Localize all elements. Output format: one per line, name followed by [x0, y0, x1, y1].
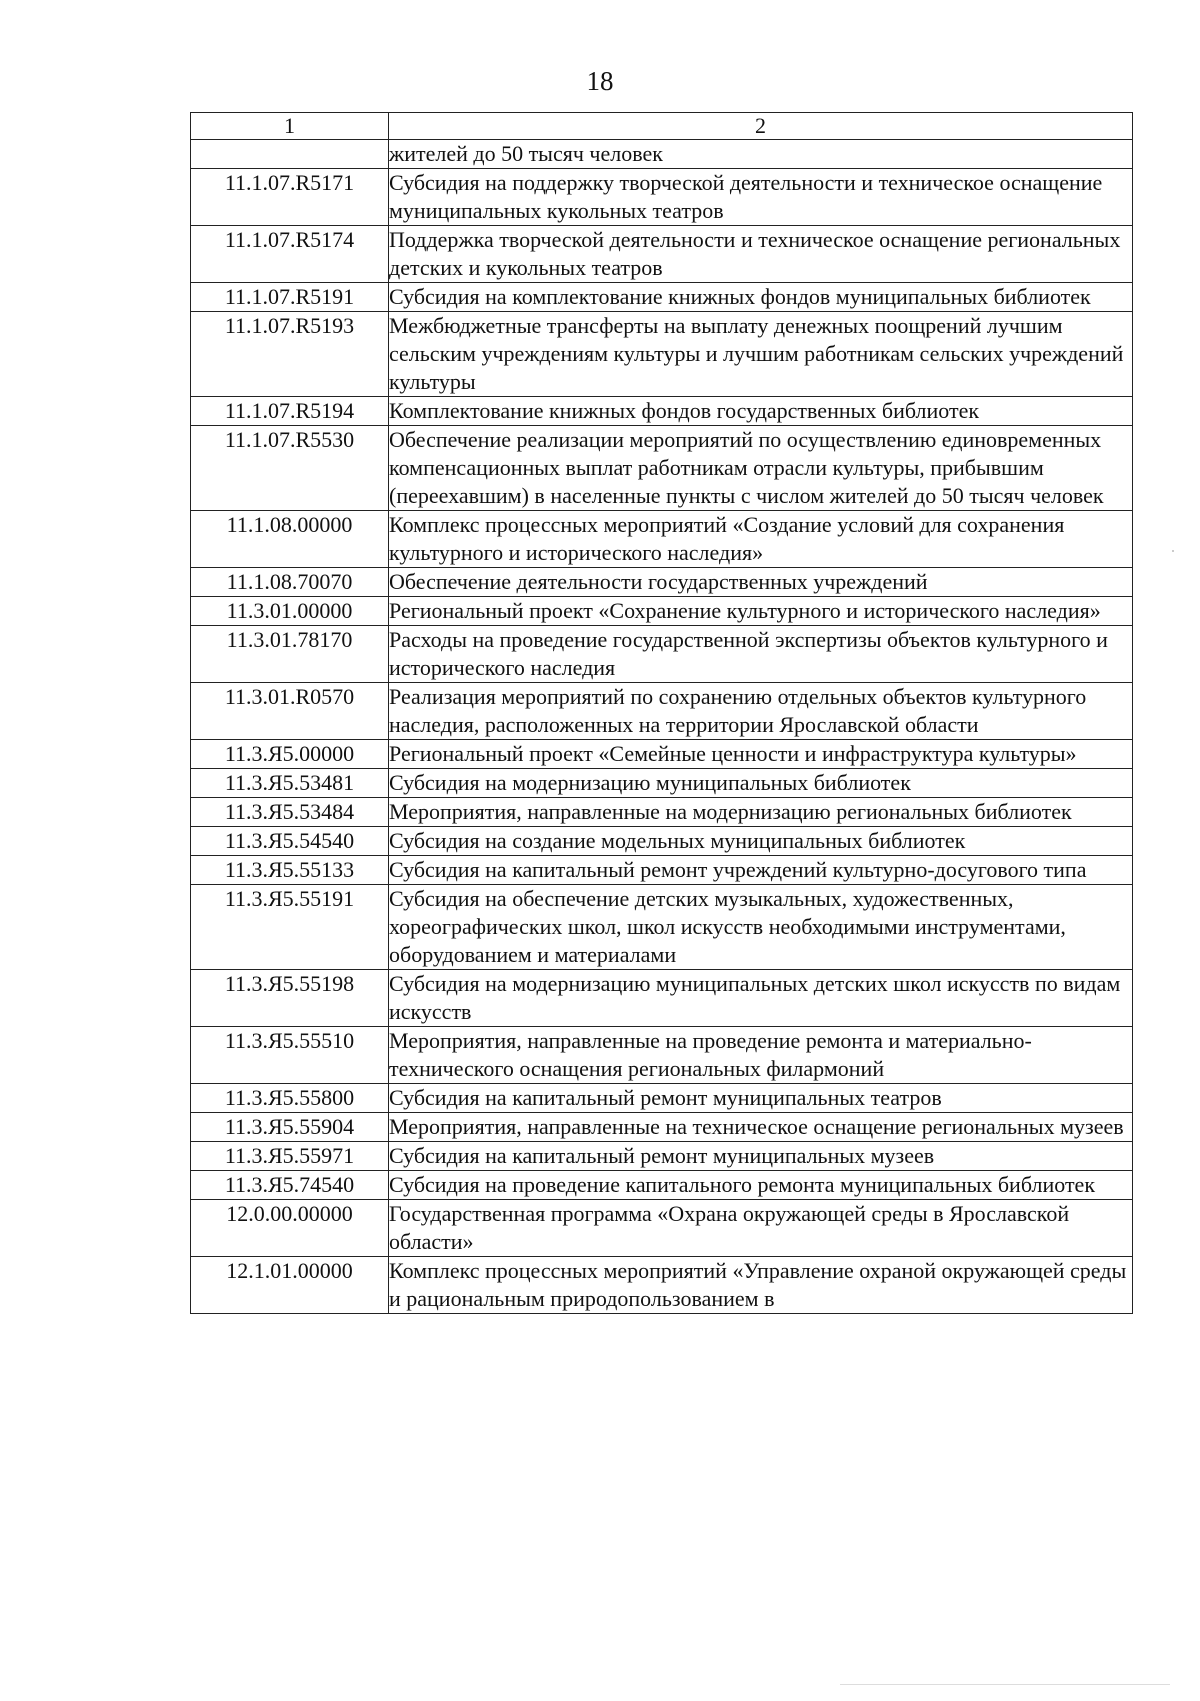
row-code: 11.3.Я5.55133: [191, 856, 389, 885]
table-body: [191, 140, 1133, 1314]
table-row: [191, 683, 1133, 740]
table-row: [191, 511, 1133, 568]
row-code: 11.1.08.70070: [191, 568, 389, 597]
table-row: [191, 798, 1133, 827]
row-code: 11.3.Я5.55800: [191, 1084, 389, 1113]
row-code: 11.3.01.R0570: [191, 683, 389, 740]
row-description: Субсидия на проведение капитального ремонта муниципальных библиотек: [389, 1171, 1133, 1200]
row-description: Субсидия на капитальный ремонт учреждений культурно-досугового типа: [389, 856, 1133, 885]
column-header-description: 2: [389, 113, 1133, 140]
row-description: Субсидия на поддержку творческой деятельности и техническое оснащение муниципальных кукольных театров: [389, 169, 1133, 226]
row-description: Субсидия на обеспечение детских музыкальных, художественных, хореографических школ, школ искусств необходимыми инструментами, оборудованием и материалами: [389, 885, 1133, 970]
row-description: Субсидия на модернизацию муниципальных библиотек: [389, 769, 1133, 798]
row-code: 11.3.Я5.55510: [191, 1027, 389, 1084]
row-description: Субсидия на модернизацию муниципальных детских школ искусств по видам искусств: [389, 970, 1133, 1027]
row-code: 12.0.00.00000: [191, 1200, 389, 1257]
table-row: [191, 597, 1133, 626]
row-code: 11.3.Я5.55971: [191, 1142, 389, 1171]
row-description: жителей до 50 тысяч человек: [389, 140, 1133, 169]
row-code: 11.3.01.78170: [191, 626, 389, 683]
row-code: 11.3.Я5.55904: [191, 1113, 389, 1142]
row-code: 11.3.Я5.74540: [191, 1171, 389, 1200]
row-code: 11.3.Я5.53481: [191, 769, 389, 798]
table-row: [191, 740, 1133, 769]
table-row: [191, 1200, 1133, 1257]
table-header-row: [191, 113, 1133, 140]
table-row: [191, 1142, 1133, 1171]
row-code: 11.1.07.R5174: [191, 226, 389, 283]
row-code: 11.3.Я5.55198: [191, 970, 389, 1027]
table-row: [191, 169, 1133, 226]
row-description: Комплекс процессных мероприятий «Управление охраной окружающей среды и рациональным природопользованием в: [389, 1257, 1133, 1314]
budget-classification-table: [190, 112, 1133, 1314]
table-row: [191, 568, 1133, 597]
table-row: [191, 769, 1133, 798]
row-code: 11.1.07.R5530: [191, 426, 389, 511]
table-row: [191, 312, 1133, 397]
table-row: [191, 626, 1133, 683]
row-description: Субсидия на комплектование книжных фондов муниципальных библиотек: [389, 283, 1133, 312]
row-code: 11.3.Я5.55191: [191, 885, 389, 970]
table-row: [191, 1084, 1133, 1113]
row-description: Субсидия на капитальный ремонт муниципальных театров: [389, 1084, 1133, 1113]
table-row: [191, 226, 1133, 283]
row-description: Обеспечение реализации мероприятий по осуществлению единовременных компенсационных выплат работникам отрасли культуры, прибывшим (переехавшим) в населенные пункты с числом жителей до 50 тысяч человек: [389, 426, 1133, 511]
row-code: [191, 140, 389, 169]
row-description: Межбюджетные трансферты на выплату денежных поощрений лучшим сельским учреждениям культуры и лучшим работникам сельских учреждений культуры: [389, 312, 1133, 397]
table-row: [191, 140, 1133, 169]
row-code: 11.1.07.R5194: [191, 397, 389, 426]
row-code: 11.1.07.R5193: [191, 312, 389, 397]
table-row: [191, 1257, 1133, 1314]
row-description: Региональный проект «Сохранение культурного и исторического наследия»: [389, 597, 1133, 626]
table-row: [191, 856, 1133, 885]
row-description: Поддержка творческой деятельности и техническое оснащение региональных детских и кукольных театров: [389, 226, 1133, 283]
row-code: 11.1.07.R5191: [191, 283, 389, 312]
scan-speck: [1172, 550, 1174, 552]
row-description: Комплекс процессных мероприятий «Создание условий для сохранения культурного и исторического наследия»: [389, 511, 1133, 568]
table-row: [191, 885, 1133, 970]
table-row: [191, 1027, 1133, 1084]
table-row: [191, 397, 1133, 426]
table-row: [191, 827, 1133, 856]
row-description: Региональный проект «Семейные ценности и инфраструктура культуры»: [389, 740, 1133, 769]
row-description: Мероприятия, направленные на модернизацию региональных библиотек: [389, 798, 1133, 827]
row-code: 11.3.Я5.00000: [191, 740, 389, 769]
row-code: 11.3.Я5.53484: [191, 798, 389, 827]
row-description: Комплектование книжных фондов государственных библиотек: [389, 397, 1133, 426]
table-row: [191, 1171, 1133, 1200]
table-row: [191, 970, 1133, 1027]
row-code: 11.1.07.R5171: [191, 169, 389, 226]
row-code: 11.1.08.00000: [191, 511, 389, 568]
row-code: 11.3.Я5.54540: [191, 827, 389, 856]
row-code: 12.1.01.00000: [191, 1257, 389, 1314]
column-header-code: 1: [191, 113, 389, 140]
row-description: Государственная программа «Охрана окружающей среды в Ярославской области»: [389, 1200, 1133, 1257]
row-description: Субсидия на создание модельных муниципальных библиотек: [389, 827, 1133, 856]
scan-bottom-edge: [840, 1684, 1170, 1685]
row-description: Обеспечение деятельности государственных учреждений: [389, 568, 1133, 597]
row-code: 11.3.01.00000: [191, 597, 389, 626]
table-row: [191, 426, 1133, 511]
row-description: Субсидия на капитальный ремонт муниципальных музеев: [389, 1142, 1133, 1171]
row-description: Мероприятия, направленные на техническое оснащение региональных музеев: [389, 1113, 1133, 1142]
row-description: Мероприятия, направленные на проведение ремонта и материально-технического оснащения региональных филармоний: [389, 1027, 1133, 1084]
row-description: Реализация мероприятий по сохранению отдельных объектов культурного наследия, расположенных на территории Ярославской области: [389, 683, 1133, 740]
page-number: 18: [586, 66, 614, 96]
table-row: [191, 283, 1133, 312]
row-description: Расходы на проведение государственной экспертизы объектов культурного и исторического наследия: [389, 626, 1133, 683]
table-row: [191, 1113, 1133, 1142]
